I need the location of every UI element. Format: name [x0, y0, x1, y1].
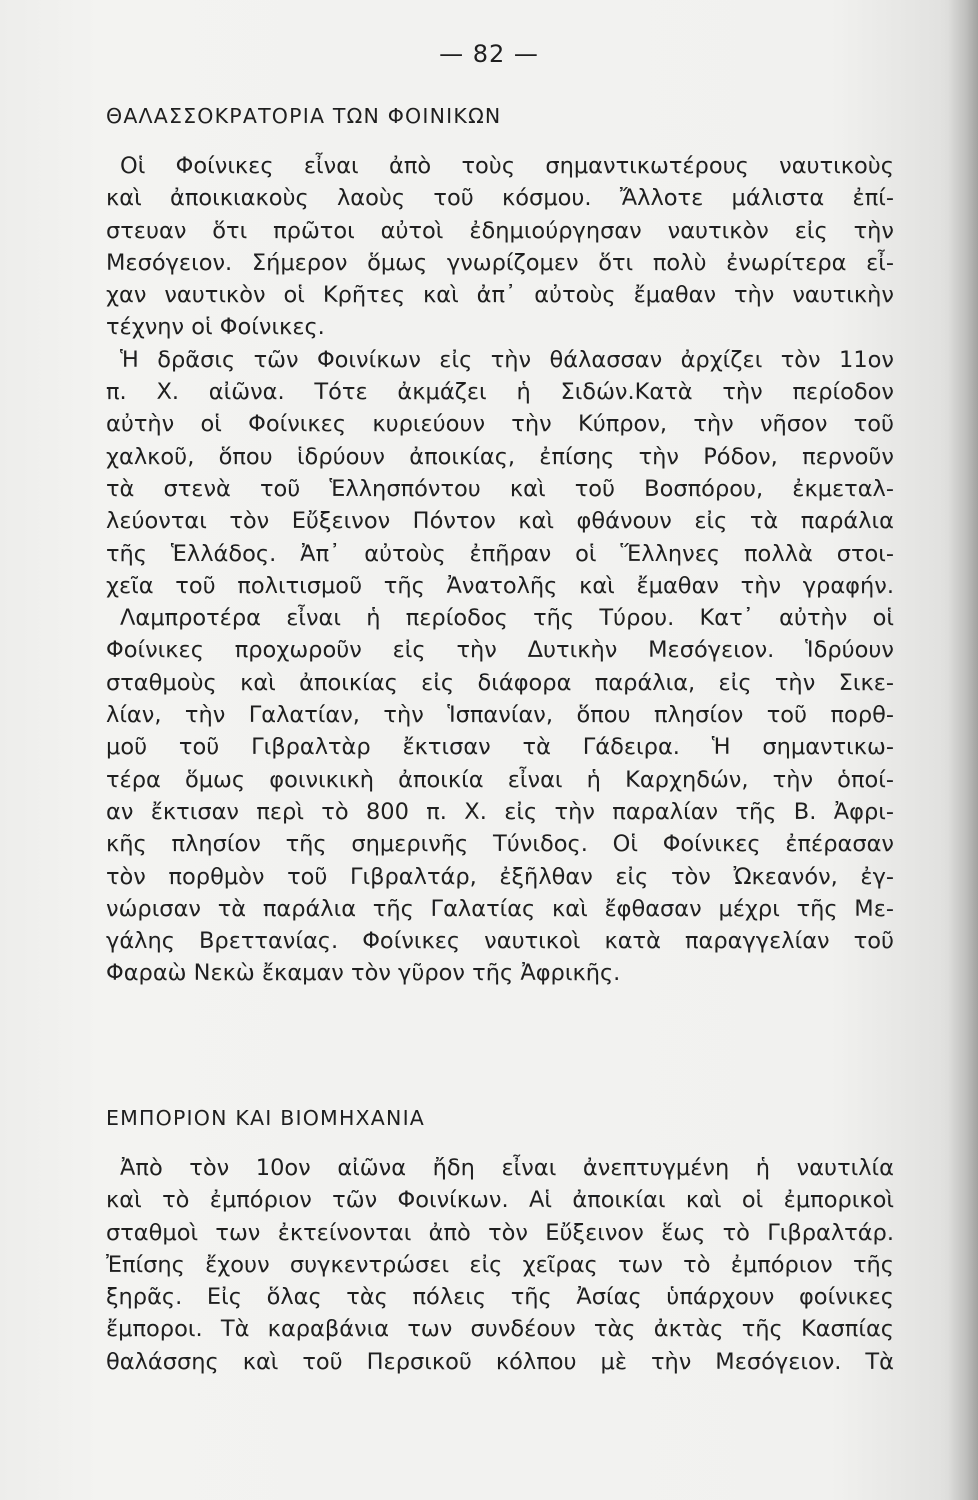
page-edge-shadow	[948, 0, 978, 1500]
text-line: Φαραὼ Νεκὼ ἔκαμαν τὸν γῦρον τῆς Ἀφρικῆς.	[106, 960, 621, 987]
text-line: κῆς πλησίον τῆς σημερινῆς Τύνιδος. Οἱ Φοίνικες ἐπέρασαν	[106, 831, 894, 858]
text-line: σταθμοὺς καὶ ἀποικίας εἰς διάφορα παράλια, εἰς τὴν Σικε-	[106, 669, 894, 696]
text-line: τέχνην οἱ Φοίνικες.	[106, 314, 325, 341]
text-line: σταθμοὶ των ἐκτείνονται ἀπὸ τὸν Εὔξεινον ἕως τὸ Γιβραλτάρ.	[106, 1219, 894, 1246]
text-line: τὸν πορθμὸν τοῦ Γιβραλτάρ, ἐξῆλθαν εἰς τὸν Ὠκεανόν, ἐγ-	[106, 863, 894, 890]
text-line: Ἀπὸ τὸν 10ον αἰῶνα ἤδη εἶναι ἀνεπτυγμένη ἡ ναυτιλία	[120, 1155, 894, 1181]
section-heading-commerce: ΕΜΠΟΡΙΟΝ ΚΑΙ ΒΙΟΜΗΧΑΝΙΑ	[106, 1106, 426, 1130]
text-line: π. Χ. αἰῶνα. Τότε ἀκμάζει ἡ Σιδών.Κατὰ τὴν περίοδον	[106, 379, 894, 406]
text-line: γάλης Βρεττανίας. Φοίνικες ναυτικοὶ κατὰ παραγγελίαν τοῦ	[106, 928, 894, 955]
text-line: χεῖα τοῦ πολιτισμοῦ τῆς Ἀνατολῆς καὶ ἔμαθαν τὴν γραφήν.	[106, 572, 894, 599]
text-line: χαν ναυτικὸν οἱ Κρῆτες καὶ ἀπ᾽ αὐτοὺς ἔμαθαν τὴν ναυτικὴν	[106, 282, 894, 309]
text-line: λεύονται τὸν Εὔξεινον Πόντον καὶ φθάνουν εἰς τὰ παράλια	[106, 508, 894, 535]
text-line: Λαμπροτέρα εἶναι ἡ περίοδος τῆς Τύρου. Κατ᾽ αὐτὴν οἱ	[120, 605, 894, 632]
text-line: τέρα ὅμως φοινικικὴ ἀποικία εἶναι ἡ Καρχηδών, τὴν ὁποί-	[106, 766, 894, 793]
text-line: τῆς Ἑλλάδος. Ἀπ᾽ αὐτοὺς ἐπῆραν οἱ Ἕλληνες πολλὰ στοι-	[106, 540, 894, 567]
text-line: χαλκοῦ, ὅπου ἱδρύουν ἀποικίας, ἐπίσης τὴν Ρόδον, περνοῦν	[106, 443, 894, 470]
section-body-thalassocracy	[106, 150, 894, 990]
text-line: λίαν, τὴν Γαλατίαν, τὴν Ἱσπανίαν, ὅπου πλησίον τοῦ πορθ-	[106, 702, 894, 729]
text-line: αὐτὴν οἱ Φοίνικες κυριεύουν τὴν Κύπρον, τὴν νῆσον τοῦ	[106, 411, 894, 438]
text-line: στευαν ὅτι πρῶτοι αὐτοὶ ἐδημιούργησαν ναυτικὸν εἰς τὴν	[106, 217, 894, 244]
section-body-commerce	[106, 1152, 894, 1378]
text-line: Μεσόγειον. Σήμερον ὅμως γνωρίζομεν ὅτι πολὺ ἐνωρίτερα εἶ-	[106, 249, 894, 276]
text-line: ξηρᾶς. Εἰς ὅλας τὰς πόλεις τῆς Ἀσίας ὑπάρχουν φοίνικες	[106, 1284, 894, 1311]
text-line: αν ἔκτισαν περὶ τὸ 800 π. Χ. εἰς τὴν παραλίαν τῆς Β. Ἀφρι-	[106, 798, 894, 825]
text-line: Ἐπίσης ἔχουν συγκεντρώσει εἰς χεῖρας των τὸ ἐμπόριον τῆς	[106, 1251, 894, 1278]
text-line: Φοίνικες προχωροῦν εἰς τὴν Δυτικὴν Μεσόγειον. Ἱδρύουν	[106, 637, 894, 664]
page-number: — 82 —	[439, 40, 539, 68]
text-line: Οἱ Φοίνικες εἶναι ἀπὸ τοὺς σημαντικωτέρους ναυτικοὺς	[120, 153, 894, 179]
text-line: ἔμποροι. Τὰ καραβάνια των συνδέουν τὰς ἀκτὰς τῆς Κασπίας	[106, 1316, 894, 1343]
text-line: μοῦ τοῦ Γιβραλτὰρ ἔκτισαν τὰ Γάδειρα. Ἡ σημαντικω-	[106, 734, 894, 761]
text-line: Ἡ δρᾶσις τῶν Φοινίκων εἰς τὴν θάλασσαν ἀρχίζει τὸν 11ον	[120, 346, 894, 373]
text-line: καὶ τὸ ἐμπόριον τῶν Φοινίκων. Αἱ ἀποικίαι καὶ οἱ ἐμπορικοὶ	[106, 1187, 894, 1214]
text-line: καὶ ἀποικιακοὺς λαοὺς τοῦ κόσμου. Ἄλλοτε μάλιστα ἐπί-	[106, 185, 894, 212]
section-heading-thalassocracy: ΘΑΛΑΣΣΟΚΡΑΤΟΡΙΑ ΤΩΝ ΦΟΙΝΙΚΩΝ	[106, 104, 502, 128]
text-line: νώρισαν τὰ παράλια τῆς Γαλατίας καὶ ἔφθασαν μέχρι τῆς Με-	[106, 895, 894, 922]
text-line: θαλάσσης καὶ τοῦ Περσικοῦ κόλπου μὲ τὴν Μεσόγειον. Τὰ	[106, 1348, 894, 1375]
text-line: τὰ στενὰ τοῦ Ἑλλησπόντου καὶ τοῦ Βοσπόρου, ἐκμεταλ-	[106, 475, 894, 502]
